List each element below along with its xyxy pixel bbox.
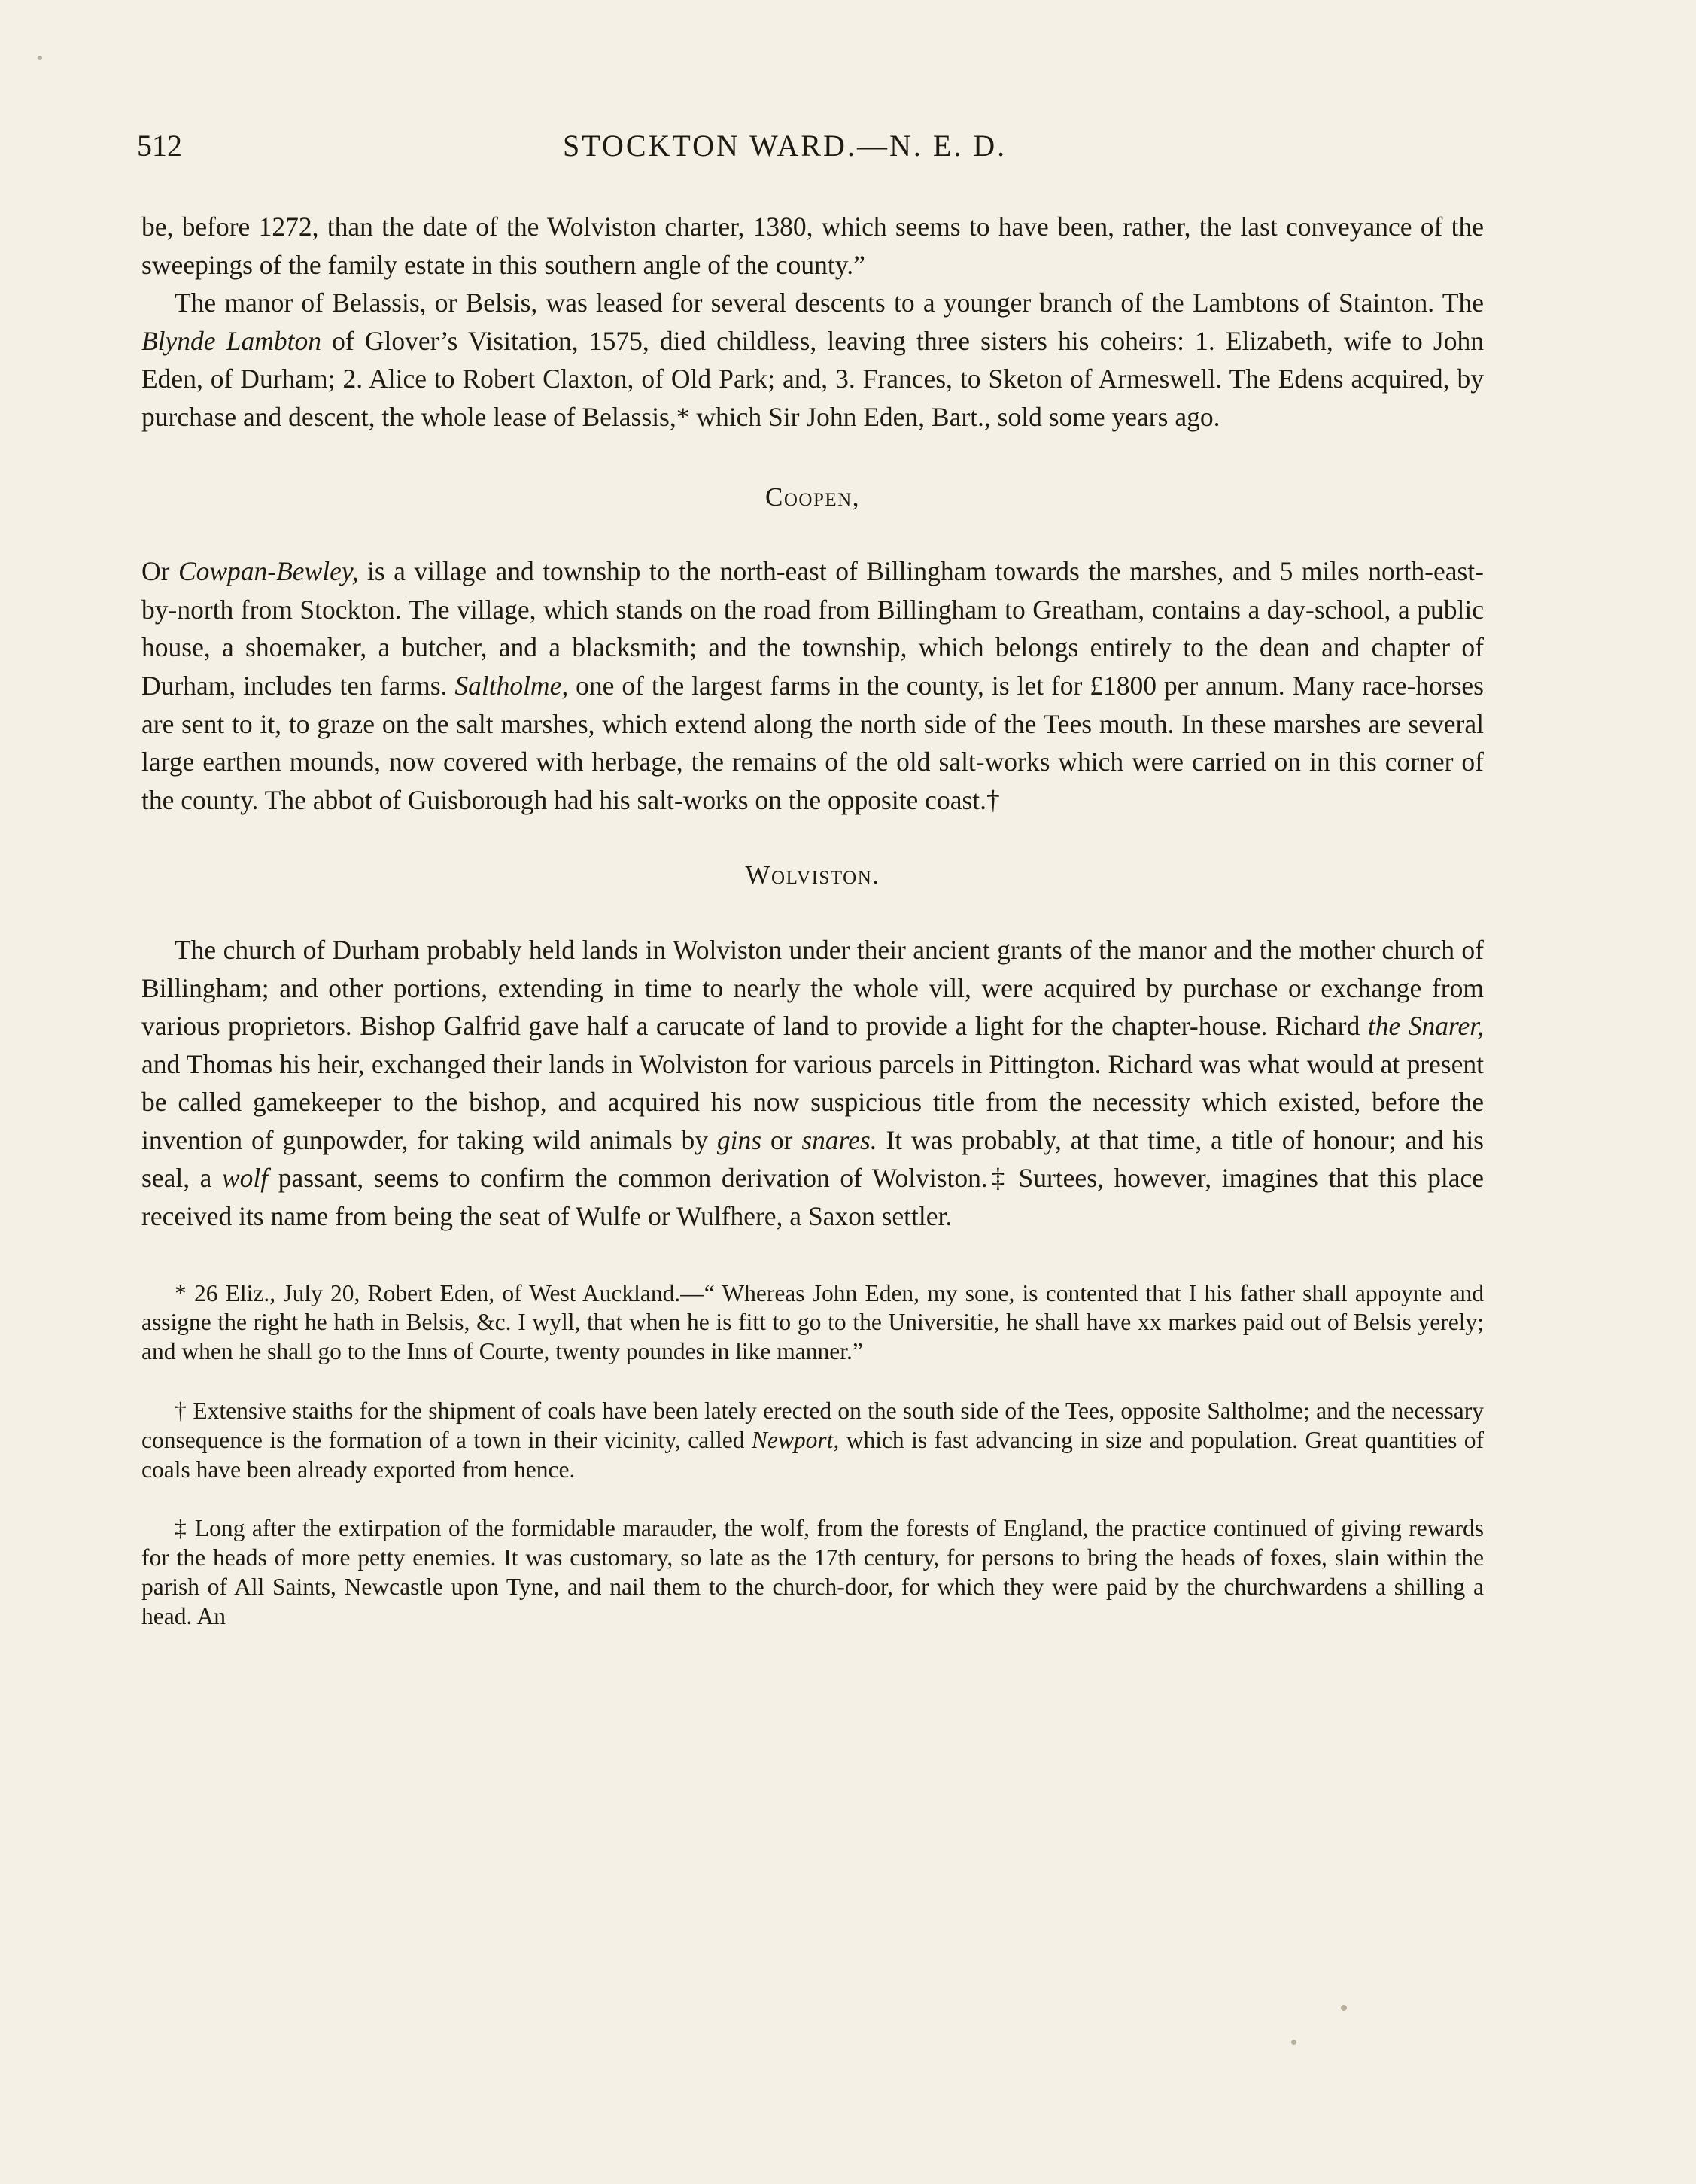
paragraph-belasis-manor: The manor of Belassis, or Belsis, was leased for several descents to a younger branch of the Lambtons of Stainton. The Blynde Lambton of Glover’s Visitation, 1575, died childless, leaving three sisters his coheirs: 1. Elizabeth, wife to John Eden, of Durham; 2. Alice to Robert Claxton, of Old Park; and, 3. Frances, to Sketon of Armeswell. The Edens acquired, by purchase and descent, the whole lease of Belassis,* which Sir John Eden, Bart., sold some years ago.	[141, 287, 1484, 432]
footnotes	[141, 1279, 1484, 1632]
paragraph-wolviston: The church of Durham probably held lands in Wolviston under their ancient grants of the manor and the mother church of Billingham; and other portions, extending in time to nearly the whole vill, were acquired by purchase or exchange from various proprietors. Bishop Galfrid gave half a carucate of land to provide a light for the chapter-house. Richard the Snarer, and Thomas his heir, exchanged their lands in Wolviston for various parcels in Pittington. Richard was what would at present be called gamekeeper to the bishop, and acquired his now suspicious title from the necessity which existed, before the invention of gunpowder, for taking wild animals by gins or snares. It was probably, at that time, a title of honour; and his seal, a wolf passant, seems to confirm the common derivation of Wolviston.‡ Surtees, however, imagines that this place received its name from being the seat of Wulfe or Wulfhere, a Saxon settler.	[141, 934, 1484, 1232]
italic-the-snarer: the Snarer,	[1367, 1011, 1484, 1042]
italic-saltholme: Saltholme,	[454, 670, 569, 701]
paper-speck	[1341, 2005, 1347, 2011]
footnote-dagger: † Extensive staiths for the shipment of coals have been lately erected on the south side of the Tees, opposite Saltholme; and the necessary consequence is the formation of a town in their vicinity, called Newport, which is fast advancing in size and population. Great quantities of coals have been already exported from hence.	[141, 1398, 1484, 1483]
footnote-star: * 26 Eliz., July 20, Robert Eden, of West Auckland.—“ Whereas John Eden, my sone, is contented that I his father shall appoynte and assigne the right he hath in Belsis, &c. I wyll, that when he is fitt to go to the Universitie, he shall have xx markes paid out of Belsis yerely; and when he shall go to the Inns of Courte, twenty poundes in like manner.”	[141, 1279, 1484, 1365]
book-page	[137, 128, 1484, 1632]
section-heading-wolviston: Wolviston.	[745, 860, 880, 890]
italic-gins: gins	[716, 1124, 762, 1155]
italic-snares: snares.	[801, 1124, 877, 1155]
italic-wolf: wolf	[221, 1163, 269, 1194]
italic-newport: Newport,	[751, 1426, 840, 1453]
paper-speck	[1291, 2040, 1296, 2045]
section-heading-coopen: Coopen,	[765, 482, 860, 512]
running-title: STOCKTON WARD.—N. E. D.	[563, 129, 1008, 163]
main-text	[141, 208, 1484, 1236]
page-number: 512	[137, 129, 182, 163]
running-head	[137, 128, 1484, 176]
paper-speck	[38, 56, 42, 60]
italic-cowpan-bewley: Cowpan-Bewley,	[178, 556, 359, 587]
paragraph-coopen: Or Cowpan-Bewley, is a village and township to the north-east of Billingham towards the marshes, and 5 miles north-east-by-north from Stockton. The village, which stands on the road from Billingham to Greatham, contains a day-school, a public house, a shoemaker, a butcher, and a blacksmith; and the township, which belongs entirely to the dean and chapter of Durham, includes ten farms. Saltholme, one of the largest farms in the county, is let for £1800 per annum. Many race-horses are sent to it, to graze on the salt marshes, which extend along the north side of the Tees mouth. In these marshes are several large earthen mounds, now covered with herbage, the remains of the old salt-works which were carried on in this corner of the county. The abbot of Guisborough had his salt-works on the opposite coast.†	[141, 556, 1484, 815]
paragraph-belasis-continuation: be, before 1272, than the date of the Wolviston charter, 1380, which seems to have been, rather, the last conveyance of the sweepings of the family estate in this southern angle of the county.”	[141, 211, 1484, 280]
italic-blynde-lambton: Blynde Lambton	[141, 325, 321, 356]
footnote-double-dagger: ‡ Long after the extirpation of the formidable marauder, the wolf, from the forests of England, the practice continued of giving rewards for the heads of more petty enemies. It was customary, so late as the 17th century, for persons to bring the heads of foxes, slain within the parish of All Saints, Newcastle upon Tyne, and nail them to the church-door, for which they were paid by the churchwardens a shilling a head. An	[141, 1515, 1484, 1629]
